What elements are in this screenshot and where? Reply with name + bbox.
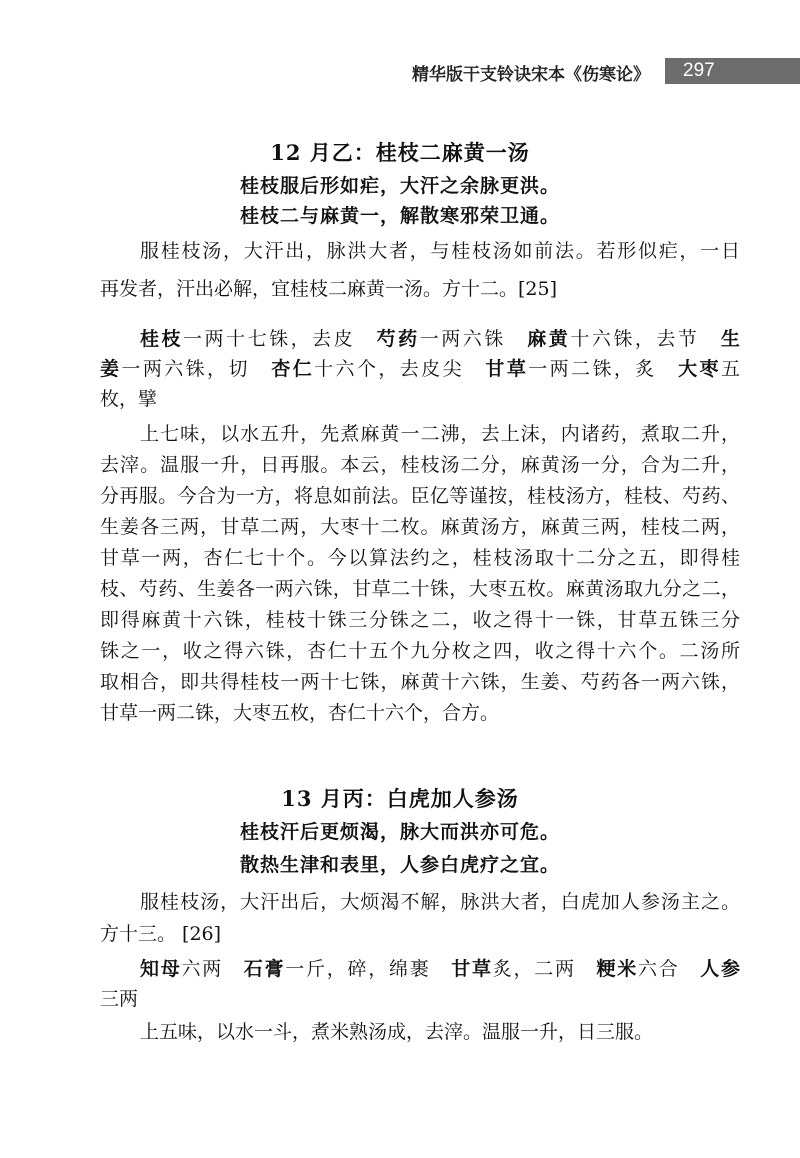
herb-dose: 三两	[100, 988, 139, 1010]
herb-list-line	[100, 986, 740, 1012]
herb-dose: 一斤，碎，绵裹	[285, 958, 452, 980]
verse-line: 桂枝汗后更烦渴，脉大而洪亦可危。	[239, 821, 560, 843]
running-header	[0, 58, 800, 84]
section-title: 12 月乙：桂枝二麻黄一汤	[270, 140, 530, 165]
herb-dose: 五	[720, 358, 740, 380]
herb-dose: 一两二铢，炙	[528, 358, 679, 380]
method-line: 即得麻黄十六铢，桂枝十铢三分铢之二，收之得十一铢，甘草五铢三分	[100, 609, 740, 631]
herb-name: 大枣	[678, 358, 721, 380]
paragraph-line: 服桂枝汤，大汗出后，大烦渴不解，脉洪大者，白虎加人参汤主之。	[140, 891, 740, 913]
method-line: 铢之一，收之得六铢，杏仁十五个九分枚之四，收之得十六个。二汤所	[100, 640, 740, 662]
herb-name: 知母	[140, 958, 182, 980]
herb-dose: 枚，擘	[100, 388, 158, 410]
herb-list-line	[140, 326, 740, 352]
herb-dose: 一两十七铢，去皮	[183, 328, 377, 350]
herb-dose: 炙，二两	[492, 958, 597, 980]
herb-name: 石膏	[243, 958, 286, 980]
herb-name: 杏仁	[271, 358, 315, 380]
herb-name: 桂枝	[140, 328, 184, 350]
method-line: 分再服。今合为一方，将息如前法。臣亿等谨按，桂枝汤方，桂枝、芍药、	[100, 485, 740, 507]
section-title: 13 月丙：白虎加人参汤	[281, 786, 519, 811]
method-line: 甘草一两二铢，大枣五枚，杏仁十六个，合方。	[100, 702, 500, 724]
herb-name: 芍药	[376, 328, 420, 350]
herb-name: 人参	[700, 958, 740, 980]
herb-list-line	[140, 956, 740, 982]
herb-name: 甘草	[451, 958, 493, 980]
herb-dose: 六合	[637, 958, 701, 980]
herb-dose: 一两六铢，切	[121, 358, 272, 380]
method-line: 取相合，即共得桂枝一两十七铢，麻黄十六铢，生姜、芍药各一两六铢，	[100, 671, 740, 693]
herb-name: 麻黄	[527, 328, 571, 350]
herb-dose: 一两六铢	[419, 328, 528, 350]
page-number-box	[665, 58, 800, 84]
verse-line: 桂枝二与麻黄一，解散寒邪荣卫通。	[239, 205, 560, 227]
paragraph-line: 服桂枝汤，大汗出，脉洪大者，与桂枝汤如前法。若形似疟，一日	[140, 240, 740, 262]
herb-list-line	[100, 356, 740, 382]
herb-name: 粳米	[596, 958, 638, 980]
herb-list-line	[100, 386, 740, 412]
herb-name: 姜	[100, 358, 122, 380]
verse-line: 桂枝服后形如疟，大汗之余脉更洪。	[239, 175, 560, 197]
method-line: 去滓。温服一升，日再服。本云，桂枝汤二分，麻黄汤一分，合为二升，	[100, 454, 740, 476]
paragraph-line: 方十三。 [26]	[100, 923, 222, 945]
book-title: 精华版干支铃诀宋本《伤寒论》	[412, 65, 650, 85]
method-line: 生姜各三两，甘草二两，大枣十二枚。麻黄汤方，麻黄三两，桂枝二两，	[100, 516, 740, 538]
herb-name: 生	[720, 328, 740, 350]
method-line: 甘草一两，杏仁七十个。今以算法约之，桂枝汤取十二分之五，即得桂	[100, 547, 740, 569]
method-line: 上七味，以水五升，先煮麻黄一二沸，去上沫，内诸药，煮取二升，	[140, 423, 740, 445]
herb-dose: 十六铢，去节	[570, 328, 721, 350]
paragraph-line: 再发者，汗出必解，宜桂枝二麻黄一汤。方十二。[25]	[100, 278, 558, 300]
verse-line: 散热生津和表里，人参白虎疗之宜。	[239, 854, 560, 876]
page-number: 297	[683, 60, 715, 81]
method-line: 上五味，以水一斗，煮米熟汤成，去滓。温服一升，日三服。	[140, 1021, 654, 1043]
herb-name: 甘草	[485, 358, 529, 380]
herb-dose: 六两	[181, 958, 244, 980]
herb-dose: 十六个，去皮尖	[314, 358, 486, 380]
method-line: 枝、芍药、生姜各一两六铢，甘草二十铢，大枣五枚。麻黄汤取九分之二，	[100, 578, 740, 600]
